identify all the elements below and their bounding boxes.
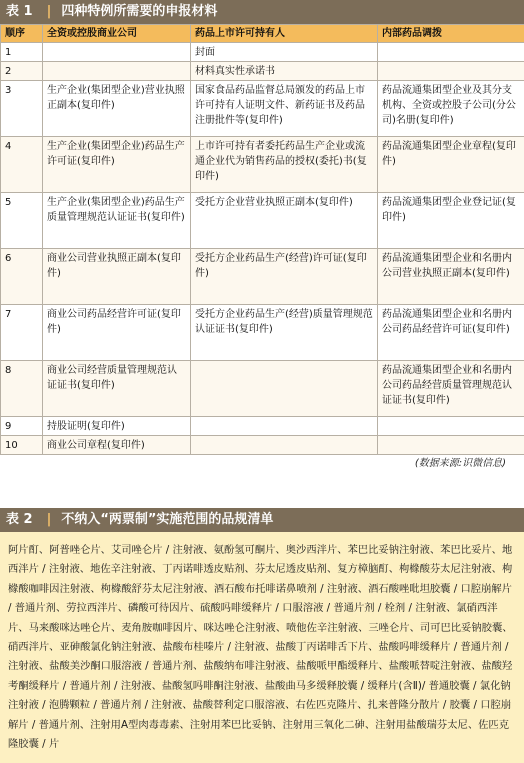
table-row [1, 43, 524, 62]
row-number: 10 [1, 436, 43, 455]
cell-holding-company [43, 62, 191, 81]
cell-internal-transfer: 药品流通集团型企业登记证(复印件) [378, 193, 524, 249]
cell-holding-company: 持股证明(复印件) [43, 417, 191, 436]
cell-internal-transfer [378, 436, 524, 455]
title-separator: | [46, 4, 52, 19]
table1-title-bar [0, 0, 524, 24]
title-separator: | [46, 512, 52, 527]
table2-title-bar [0, 508, 524, 532]
cell-holding-company: 生产企业(集团型企业)营业执照正副本(复印件) [43, 81, 191, 137]
table2-body [0, 532, 524, 763]
cell-holding-company: 生产企业(集团型企业)药品生产质量管理规范认证证书(复印件) [43, 193, 191, 249]
cell-holding-company: 商业公司经营质量管理规范认证证书(复印件) [43, 361, 191, 417]
cell-internal-transfer: 药品流通集团型企业和名册内公司药品经营质量管理规范认证证书(复印件) [378, 361, 524, 417]
cell-holding-company: 商业公司药品经营许可证(复印件) [43, 305, 191, 361]
table1-number: 表 1 [6, 4, 33, 19]
cell-license-holder [191, 436, 378, 455]
table2-title: 不纳入“两票制”实施范围的品规清单 [61, 512, 274, 527]
table-row [1, 137, 524, 193]
cell-holding-company [43, 43, 191, 62]
row-number: 8 [1, 361, 43, 417]
row-number: 4 [1, 137, 43, 193]
cell-internal-transfer: 药品流通集团型企业和名册内公司营业执照正副本(复印件) [378, 249, 524, 305]
header-license-holder: 药品上市许可持有人 [191, 25, 378, 43]
table-row [1, 305, 524, 361]
cell-license-holder: 国家食品药品监督总局颁发的药品上市许可持有人证明文件、新药证书及药品注册批件等(复印件) [191, 81, 378, 137]
table-row [1, 193, 524, 249]
cell-license-holder: 材料真实性承诺书 [191, 62, 378, 81]
cell-internal-transfer: 药品流通集团型企业和名册内公司药品经营许可证(复印件) [378, 305, 524, 361]
cell-license-holder: 受托方企业药品生产(经营)许可证(复印件) [191, 249, 378, 305]
cell-internal-transfer [378, 62, 524, 81]
row-number: 9 [1, 417, 43, 436]
row-number: 3 [1, 81, 43, 137]
table2-number: 表 2 [6, 512, 33, 527]
table-row [1, 361, 524, 417]
table-row [1, 417, 524, 436]
cell-license-holder: 上市许可持有者委托药品生产企业或流通企业代为销售药品的授权(委托)书(复印件) [191, 137, 378, 193]
header-holding-company: 全资或控股商业公司 [43, 25, 191, 43]
table-row [1, 249, 524, 305]
row-number: 6 [1, 249, 43, 305]
header-order: 顺序 [1, 25, 43, 43]
cell-internal-transfer [378, 417, 524, 436]
cell-holding-company: 商业公司章程(复印件) [43, 436, 191, 455]
table1-title: 四种特例所需要的申报材料 [61, 4, 218, 19]
cell-license-holder [191, 417, 378, 436]
cell-internal-transfer: 药品流通集团型企业章程(复印件) [378, 137, 524, 193]
row-number: 1 [1, 43, 43, 62]
row-number: 5 [1, 193, 43, 249]
drug-list-text: 阿片酊、阿普唑仑片、艾司唑仑片 / 注射液、氨酚氢可酮片、奥沙西泮片、苯巴比妥钠注射液、苯巴比妥片、地西泮片 / 注射液、地佐辛注射液、丁丙诺啡透皮贴剂、芬太尼透皮贴剂、复方樟脑酊、枸橼酸芬太尼注射液、枸橼酸咖啡因注射液、枸橼酸舒芬太尼注射液、酒石酸布托啡诺鼻喷剂 / 注射液、酒石酸唑吡坦胶囊 / 口腔崩解片 / 普通片剂、劳拉西泮片、磷酸可待因片、硫酸吗啡缓释片 / 口服溶液 / 普通片剂 / 栓剂 / 注射液、氯硝西泮片、马来酸咪达唑仑片、麦角胺咖啡因片、咪达唑仑注射液、喷他佐辛注射液、三唑仑片、司可巴比妥钠胶囊、硝西泮片、亚砷酸氯化钠注射液、盐酸布桂嗪片 / 注射液、盐酸丁丙诺啡舌下片、盐酸吗啡缓释片 / 普通片剂 / 注射液、盐酸美沙酮口服溶液 / 普通片剂、盐酸纳布啡注射液、盐酸哌甲酯缓释片、盐酸哌替啶注射液、盐酸羟考酮缓释片 / 普通片剂 / 注射液、盐酸氢吗啡酮注射液、盐酸曲马多缓释胶囊 / 缓释片(含Ⅱ)/ 普通胶囊 / 氯化钠注射液 / 泡腾颗粒 / 普通片剂 / 注射液、盐酸替利定口服溶液、右佐匹克隆片、扎来普隆分散片 / 胶囊 / 口腔崩解片 / 普通片剂、注射用A型肉毒毒素、注射用苯巴比妥钠、注射用三氧化二砷、注射用盐酸瑞芬太尼、佐匹克隆胶囊 / 片 [8, 544, 513, 751]
cell-holding-company: 生产企业(集团型企业)药品生产许可证(复印件) [43, 137, 191, 193]
data-source-note: (数据来源:识微信息) [414, 458, 506, 469]
cell-license-holder: 受托方企业药品生产(经营)质量管理规范认证证书(复印件) [191, 305, 378, 361]
table-row [1, 62, 524, 81]
cell-holding-company: 商业公司营业执照正副本(复印件) [43, 249, 191, 305]
cell-license-holder [191, 361, 378, 417]
header-internal-transfer: 内部药品调拨 [378, 25, 524, 43]
table-row [1, 81, 524, 137]
table-row [1, 436, 524, 455]
cell-internal-transfer: 药品流通集团型企业及其分支机构、全资或控股子公司(分公司)名册(复印件) [378, 81, 524, 137]
table1-header-row [1, 25, 524, 43]
table1 [0, 24, 524, 455]
cell-license-holder: 封面 [191, 43, 378, 62]
row-number: 2 [1, 62, 43, 81]
cell-internal-transfer [378, 43, 524, 62]
cell-license-holder: 受托方企业营业执照正副本(复印件) [191, 193, 378, 249]
row-number: 7 [1, 305, 43, 361]
